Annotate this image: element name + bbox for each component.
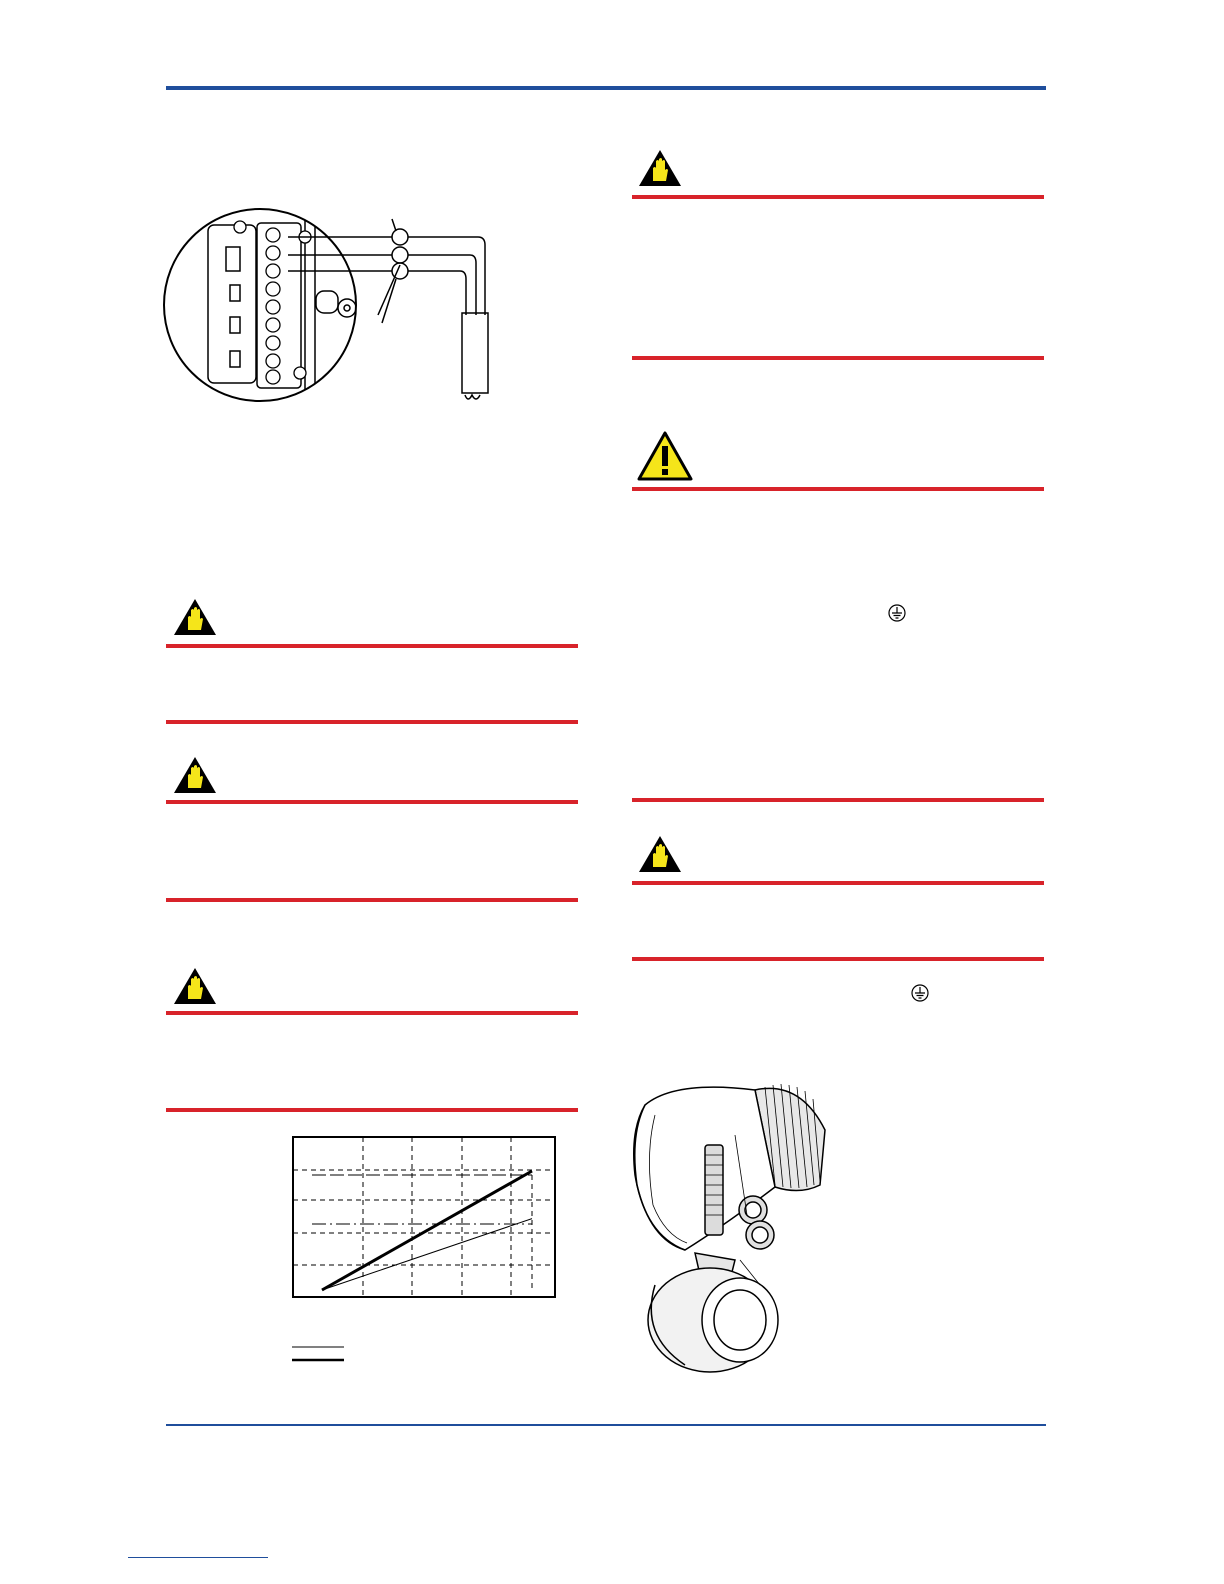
footer-rule (166, 1424, 1046, 1426)
terminal-wiring-figure (160, 205, 500, 405)
warning-triangle-icon (636, 430, 694, 482)
important-hand-icon (637, 148, 683, 188)
important-bottom-rule-5 (632, 957, 1044, 961)
important-top-rule-5 (632, 881, 1044, 885)
warning-bottom-rule (632, 798, 1044, 802)
line-chart (280, 1130, 570, 1370)
important-bottom-rule-1 (166, 720, 578, 724)
ground-icon (910, 983, 930, 1003)
warning-top-rule (632, 487, 1044, 491)
important-top-rule-2 (166, 800, 578, 804)
important-bottom-rule-2 (166, 898, 578, 902)
important-top-rule-3 (166, 1011, 578, 1015)
ground-icon (887, 603, 907, 623)
header-rule (166, 86, 1046, 90)
important-hand-icon (637, 834, 683, 874)
important-top-rule-4 (632, 195, 1044, 199)
important-hand-icon (172, 755, 218, 795)
chart-frame (293, 1137, 555, 1297)
footnote-link-underline[interactable] (128, 1557, 268, 1558)
flowmeter-illustration (625, 1075, 840, 1375)
important-hand-icon (172, 966, 218, 1006)
important-bottom-rule-3 (166, 1108, 578, 1112)
important-top-rule-1 (166, 644, 578, 648)
important-bottom-rule-4 (632, 356, 1044, 360)
important-hand-icon (172, 597, 218, 637)
